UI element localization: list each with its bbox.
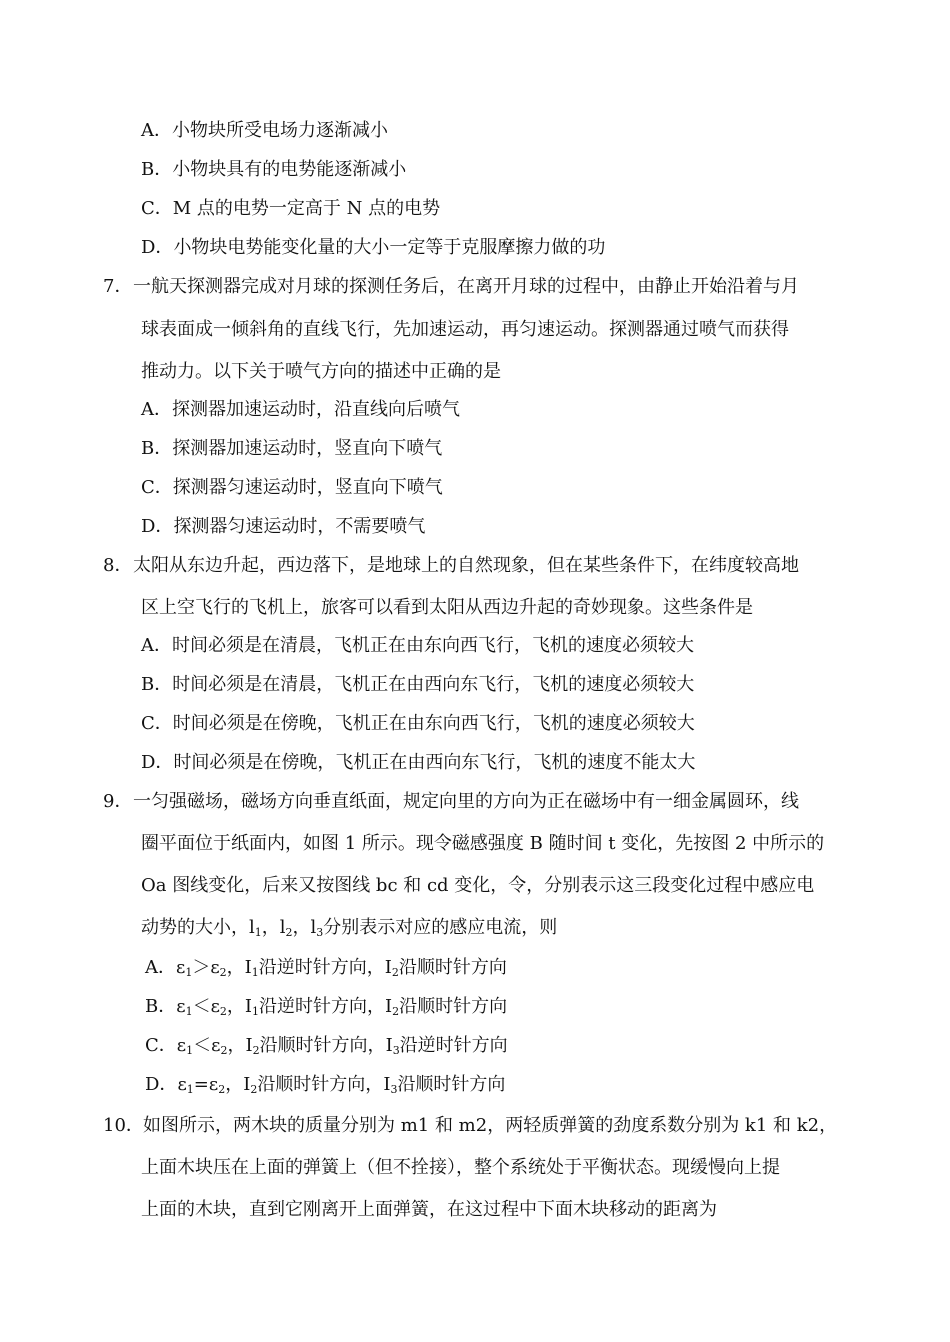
q10-stem-line-2: 上面木块压在上面的弹簧上（但不拴接），整个系统处于平衡状态。现缓慢向上提	[141, 1157, 780, 1178]
option-text: 沿顺时针方向，	[257, 1074, 384, 1095]
subscript: 1	[254, 926, 262, 939]
separator: ，	[225, 1074, 244, 1095]
option-letter: C．	[141, 713, 173, 734]
q9-option-a	[145, 956, 507, 980]
q9-stem-line-3: Oa 图线变化，后来又按图线 bc 和 cd 变化，令，分别表示这三段变化过程中感应电	[141, 875, 815, 896]
subscript: 1	[185, 1005, 193, 1018]
q9-option-d	[145, 1073, 505, 1097]
q7-stem-line-3: 推动力。以下关于喷气方向的描述中正确的是	[141, 361, 501, 382]
q8-option-a	[141, 634, 694, 658]
symbol-i: I	[243, 1074, 251, 1095]
symbol-i: I	[385, 1035, 393, 1056]
option-text: M 点的电势一定高于 N 点的电势	[172, 198, 441, 219]
symbol-l: l	[310, 917, 317, 938]
comparison-operator: =	[193, 1074, 209, 1095]
option-text: 沿顺时针方向	[399, 996, 508, 1017]
subscript: 2	[391, 966, 399, 979]
option-text: 小物块所受电场力逐渐减小	[172, 120, 388, 141]
symbol-epsilon: ε	[208, 1074, 219, 1095]
separator: ，	[292, 917, 311, 938]
option-text: 沿顺时针方向	[398, 957, 507, 978]
q7-option-b	[141, 437, 442, 461]
option-letter: D．	[141, 237, 174, 258]
q6-option-b	[141, 158, 406, 182]
option-letter: A．	[141, 399, 172, 420]
q6-option-a	[141, 119, 388, 143]
q7-number: 7．	[103, 276, 133, 297]
q6-option-d	[141, 236, 605, 260]
option-text: 小物块具有的电势能逐渐减小	[172, 159, 407, 180]
symbol-i: I	[244, 996, 253, 1017]
option-letter: D．	[141, 516, 174, 537]
option-letter: B．	[145, 996, 177, 1017]
option-text: 沿逆时针方向	[399, 1035, 508, 1056]
subscript: 1	[251, 966, 259, 979]
option-letter: D．	[145, 1074, 178, 1095]
option-letter: A．	[145, 957, 176, 978]
q7-option-a	[141, 398, 460, 422]
q9-option-b	[145, 995, 507, 1019]
symbol-epsilon: ε	[176, 1035, 187, 1056]
symbol-epsilon: ε	[210, 996, 220, 1017]
separator: ，	[261, 917, 280, 938]
symbol-i: I	[244, 957, 252, 978]
q8-option-d	[141, 751, 695, 775]
q7-stem-line-1: 一航天探测器完成对月球的探测任务后，在离开月球的过程中，由静止开始沿着与月	[133, 276, 799, 297]
option-letter: C．	[141, 477, 173, 498]
option-text: 沿顺时针方向，	[259, 1035, 386, 1056]
subscript: 2	[392, 1005, 400, 1018]
symbol-i: I	[245, 1035, 253, 1056]
option-text: 沿逆时针方向，	[259, 996, 386, 1017]
q8-number: 8．	[103, 555, 133, 576]
q8-option-b	[141, 673, 694, 697]
q10-stem-line-1: 如图所示，两木块的质量分别为 m1 和 m2，两轻质弹簧的劲度系数分别为 k1 和 k2，	[143, 1115, 838, 1136]
q10-number: 10．	[103, 1115, 144, 1136]
option-text: 时间必须是在清晨，飞机正在由西向东飞行，飞机的速度必须较大	[172, 674, 695, 695]
separator: ，	[226, 957, 245, 978]
option-text: 探测器加速运动时，竖直向下喷气	[172, 438, 443, 459]
subscript: 2	[252, 1044, 260, 1057]
subscript: 2	[220, 1044, 228, 1057]
q7-option-c	[141, 476, 443, 500]
symbol-epsilon: ε	[210, 957, 220, 978]
stem-text: 动势的大小，	[141, 917, 249, 938]
option-text: 小物块电势能变化量的大小一定等于克服摩擦力做的功	[173, 237, 606, 258]
q9-number: 9．	[103, 791, 133, 812]
comparison-operator: ＞	[192, 957, 211, 978]
symbol-epsilon: ε	[176, 996, 186, 1017]
q8-option-c	[141, 712, 695, 736]
subscript: 1	[186, 1083, 194, 1096]
subscript: 2	[285, 926, 293, 939]
subscript: 2	[250, 1083, 258, 1096]
option-letter: B．	[141, 674, 173, 695]
subscript: 1	[185, 966, 193, 979]
option-letter: C．	[141, 198, 173, 219]
q9-option-c	[145, 1034, 508, 1058]
symbol-epsilon: ε	[177, 1074, 187, 1095]
symbol-i: I	[384, 957, 392, 978]
q7-option-d	[141, 515, 425, 539]
q8-stem-line-2: 区上空飞行的飞机上，旅客可以看到太阳从西边升起的奇妙现象。这些条件是	[141, 597, 753, 618]
option-text: 探测器匀速运动时，竖直向下喷气	[172, 477, 443, 498]
stem-text: 分别表示对应的感应电流，则	[323, 917, 558, 938]
subscript: 3	[316, 926, 324, 939]
option-text: 沿顺时针方向	[397, 1074, 506, 1095]
option-letter: B．	[141, 159, 173, 180]
option-letter: C．	[145, 1035, 177, 1056]
subscript: 2	[218, 1083, 226, 1096]
option-text: 时间必须是在傍晚，飞机正在由西向东飞行，飞机的速度不能太大	[173, 752, 696, 773]
comparison-operator: ＜	[192, 996, 211, 1017]
option-text: 时间必须是在清晨，飞机正在由东向西飞行，飞机的速度必须较大	[172, 635, 694, 656]
subscript: 2	[219, 1005, 227, 1018]
symbol-epsilon: ε	[211, 1035, 221, 1056]
symbol-l: l	[249, 917, 255, 938]
subscript: 1	[252, 1005, 260, 1018]
subscript: 3	[390, 1083, 398, 1096]
option-text: 探测器匀速运动时，不需要喷气	[173, 516, 426, 537]
separator: ，	[226, 996, 245, 1017]
option-text: 探测器加速运动时，沿直线向后喷气	[172, 399, 460, 420]
q9-stem-line-1: 一匀强磁场，磁场方向垂直纸面，规定向里的方向为正在磁场中有一细金属圆环，线	[133, 791, 799, 812]
option-letter: A．	[141, 635, 172, 656]
q10-stem-line-3: 上面的木块，直到它刚离开上面弹簧，在这过程中下面木块移动的距离为	[141, 1199, 717, 1220]
symbol-i: I	[385, 996, 393, 1017]
q6-option-c	[141, 197, 440, 221]
symbol-l: l	[279, 917, 286, 938]
option-letter: B．	[141, 438, 173, 459]
q7-stem-line-2: 球表面成一倾斜角的直线飞行，先加速运动，再匀速运动。探测器通过喷气而获得	[141, 319, 789, 340]
q8-stem-line-1: 太阳从东边升起，西边落下，是地球上的自然现象，但在某些条件下，在纬度较高地	[133, 555, 799, 576]
option-text: 时间必须是在傍晚，飞机正在由东向西飞行，飞机的速度必须较大	[172, 713, 695, 734]
subscript: 1	[186, 1044, 194, 1057]
option-letter: D．	[141, 752, 174, 773]
q9-stem-line-2: 圈平面位于纸面内，如图 1 所示。现令磁感强度 B 随时间 t 变化，先按图 2 中所示的	[141, 833, 825, 854]
subscript: 3	[392, 1044, 400, 1057]
option-text: 沿逆时针方向，	[258, 957, 385, 978]
comparison-operator: ＜	[193, 1035, 212, 1056]
subscript: 2	[219, 966, 227, 979]
symbol-epsilon: ε	[176, 957, 186, 978]
separator: ，	[227, 1035, 246, 1056]
option-letter: A．	[141, 120, 172, 141]
q9-stem-line-4	[141, 916, 557, 940]
symbol-i: I	[383, 1074, 391, 1095]
